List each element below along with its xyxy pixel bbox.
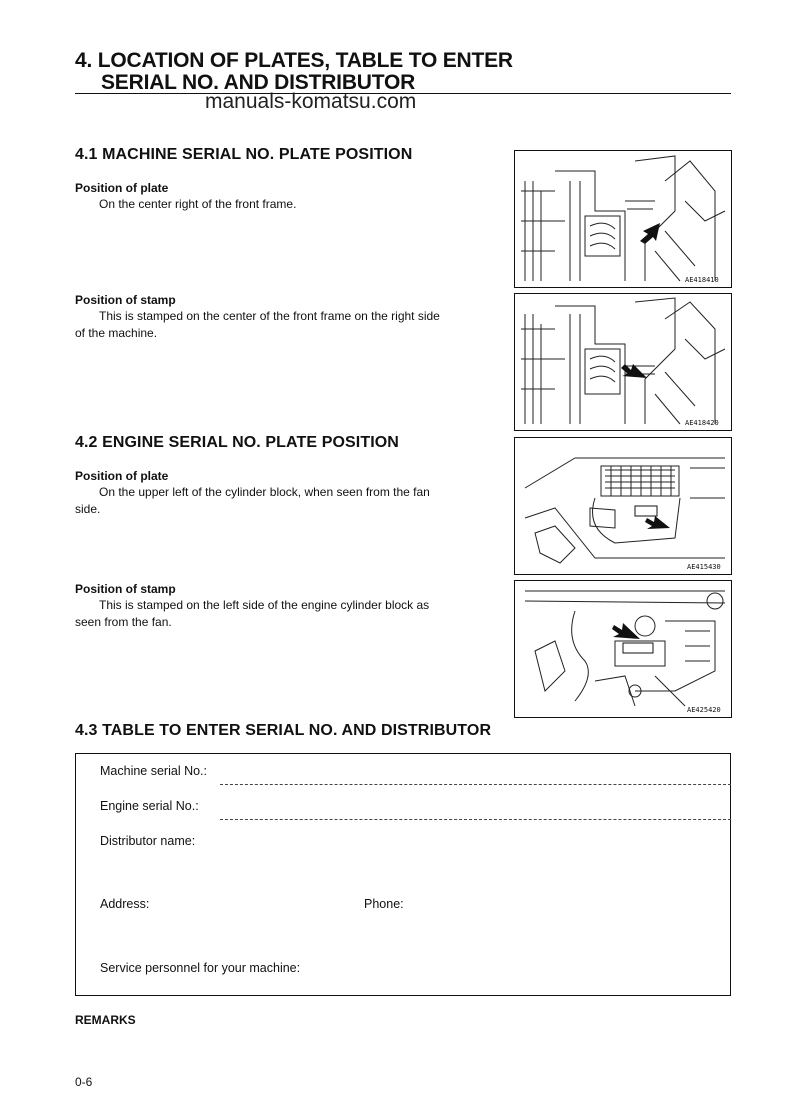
address-field[interactable] [165, 893, 355, 943]
figure-id-engine-stamp: AE425420 [687, 706, 721, 714]
engine-plate-position-text [75, 484, 505, 518]
stamp-position-line-1: This is stamped on the center of the front frame on the right side [99, 309, 440, 323]
figure-id-machine-stamp: AE418420 [685, 419, 719, 427]
section-heading-4-2: 4.2 ENGINE SERIAL NO. PLATE POSITION [75, 434, 399, 451]
figure-machine-stamp [514, 293, 732, 431]
plate-position-line: On the center right of the front frame. [99, 197, 297, 211]
machine-serial-label: Machine serial No.: [100, 764, 207, 778]
distributor-name-label: Distributor name: [100, 834, 196, 848]
engine-serial-label: Engine serial No.: [100, 799, 199, 813]
engine-stamp-line-2: seen from the fan. [75, 615, 172, 629]
chapter-title-line-2: SERIAL NO. AND DISTRIBUTOR [101, 71, 416, 94]
engine-plate-line-1: On the upper left of the cylinder block, when seen from the fan [99, 485, 430, 499]
figure-id-engine-plate: AE415430 [687, 563, 721, 571]
plate-position-label: Position of plate [75, 181, 169, 195]
stamp-position-line-2: of the machine. [75, 326, 158, 340]
engine-serial-field[interactable] [220, 819, 731, 820]
chapter-title [75, 50, 513, 94]
machine-serial-field[interactable] [220, 784, 731, 785]
section-heading-4-1: 4.1 MACHINE SERIAL NO. PLATE POSITION [75, 146, 413, 163]
chapter-title-line-1: 4. LOCATION OF PLATES, TABLE TO ENTER [75, 49, 513, 72]
engine-stamp-line-1: This is stamped on the left side of the engine cylinder block as [99, 598, 430, 612]
page-number: 0-6 [75, 1075, 93, 1089]
figure-engine-stamp [514, 580, 732, 718]
engine-plate-position-label: Position of plate [75, 469, 169, 483]
service-personnel-field[interactable] [340, 957, 720, 987]
section-heading-4-3: 4.3 TABLE TO ENTER SERIAL NO. AND DISTRIBUTOR [75, 722, 492, 739]
watermark: manuals-komatsu.com [205, 90, 417, 113]
figure-id-machine-plate: AE418410 [685, 276, 719, 284]
figure-machine-plate [514, 150, 732, 288]
engine-plate-line-2: side. [75, 502, 101, 516]
distributor-name-field[interactable] [220, 830, 720, 880]
plate-position-text [75, 196, 505, 213]
address-label: Address: [100, 897, 150, 911]
stamp-position-label: Position of stamp [75, 293, 176, 307]
remarks-heading: REMARKS [75, 1013, 136, 1027]
engine-stamp-position-label: Position of stamp [75, 582, 176, 596]
figure-engine-plate [514, 437, 732, 575]
service-personnel-label: Service personnel for your machine: [100, 961, 301, 975]
stamp-position-text [75, 308, 505, 342]
phone-field[interactable] [415, 893, 715, 943]
phone-label: Phone: [364, 897, 404, 911]
engine-stamp-position-text [75, 597, 505, 631]
